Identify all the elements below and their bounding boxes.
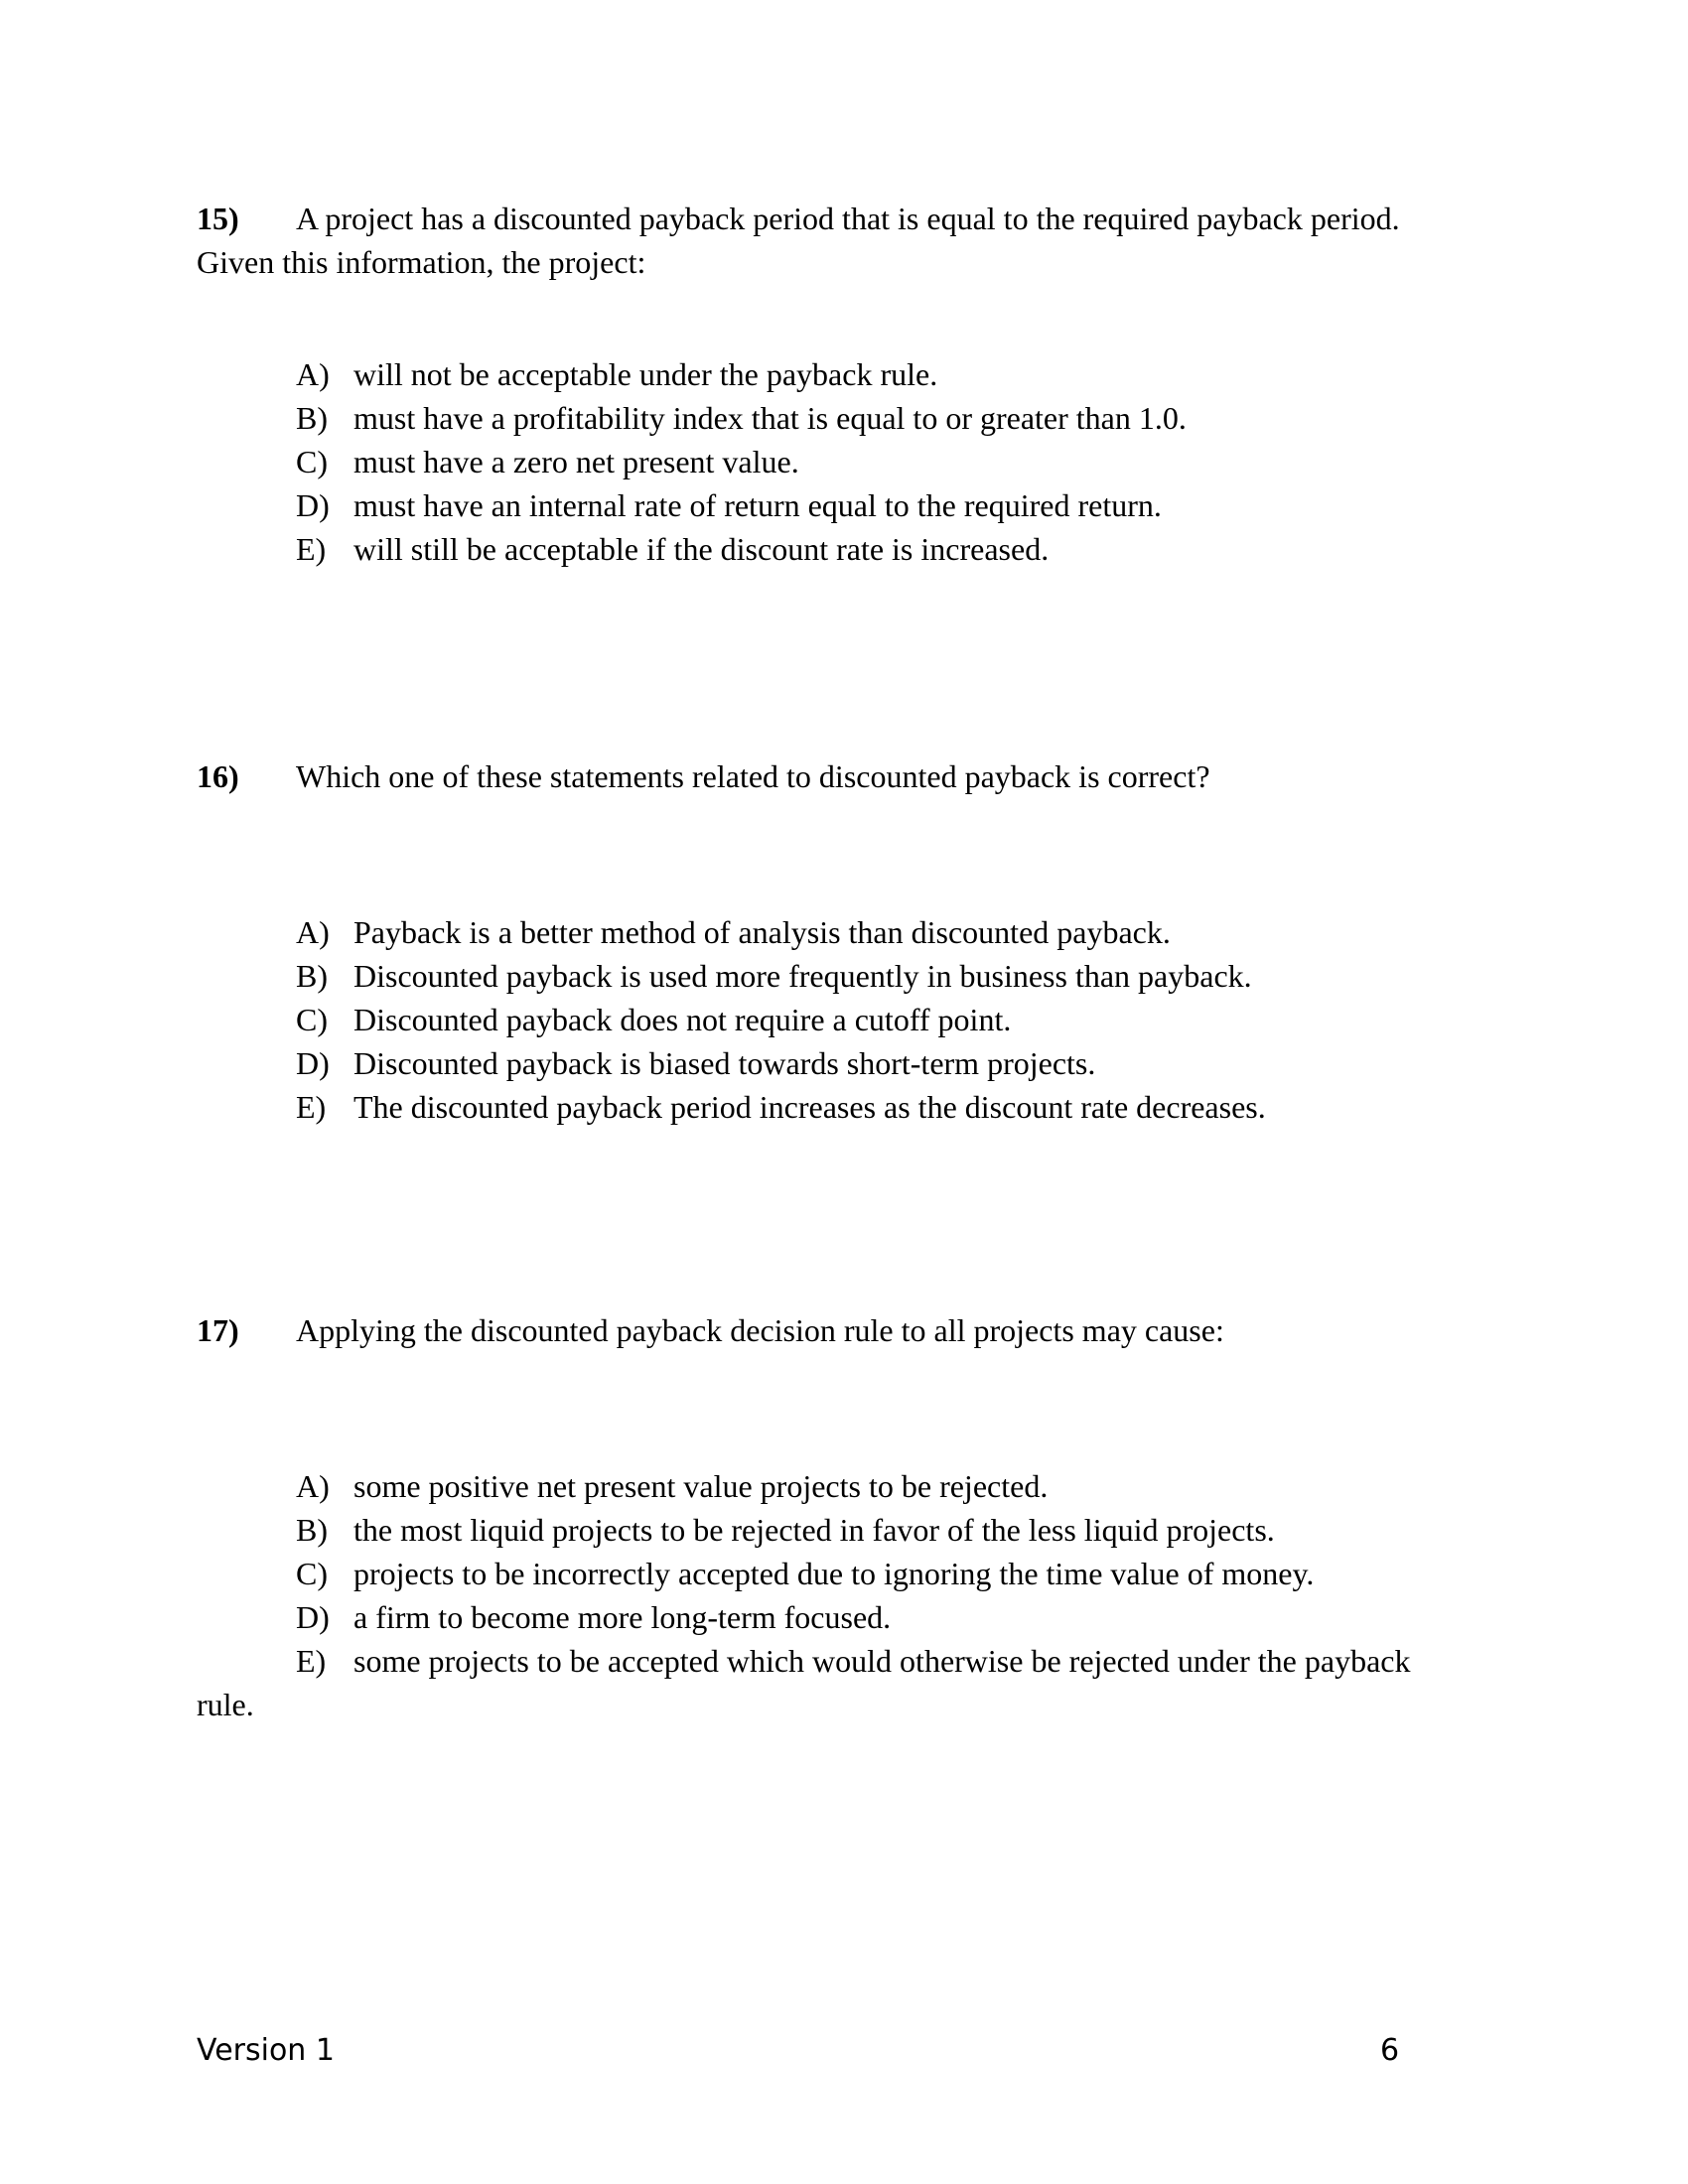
answer-option-c: [296, 1552, 1410, 1595]
option-text: must have an internal rate of return equal to the required return.: [353, 487, 1162, 523]
answer-option-e: [296, 527, 1187, 571]
question-number: 15): [197, 201, 239, 236]
answer-option-b: [296, 954, 1266, 998]
option-text: The discounted payback period increases as the discount rate decreases.: [353, 1089, 1266, 1125]
answer-option-d: [296, 1041, 1266, 1085]
answer-option-e: [296, 1639, 1410, 1683]
answer-option-c: [296, 998, 1266, 1041]
answer-option-d: [296, 483, 1187, 527]
option-text: must have a zero net present value.: [353, 444, 799, 479]
answer-option-a: [296, 910, 1266, 954]
version-label: Version 1: [197, 2033, 335, 2068]
option-letter: E): [296, 1643, 327, 1679]
question-stem: Applying the discounted payback decision rule to all projects may cause:: [296, 1312, 1224, 1348]
option-letter: D): [296, 487, 330, 523]
option-text: Discounted payback does not require a cutoff point.: [353, 1002, 1012, 1037]
option-text: will still be acceptable if the discount rate is increased.: [353, 531, 1050, 567]
option-letter: A): [296, 1468, 330, 1504]
option-text: will not be acceptable under the payback rule.: [353, 356, 938, 392]
answer-option-b: [296, 396, 1187, 440]
page-number: 6: [1380, 2033, 1400, 2068]
option-letter: D): [296, 1599, 330, 1635]
answer-option-c: [296, 440, 1187, 483]
option-letter: A): [296, 356, 330, 392]
option-letter: C): [296, 1002, 328, 1037]
answer-option-a: [296, 1464, 1410, 1508]
option-text: must have a profitability index that is equal to or greater than 1.0.: [353, 400, 1187, 436]
option-letter: E): [296, 1089, 327, 1125]
option-text: Discounted payback is used more frequently in business than payback.: [353, 958, 1252, 994]
option-letter: A): [296, 914, 330, 950]
option-text: projects to be incorrectly accepted due to ignoring the time value of money.: [353, 1556, 1315, 1591]
option-text: a firm to become more long-term focused.: [353, 1599, 892, 1635]
option-text: some positive net present value projects to be rejected.: [353, 1468, 1049, 1504]
option-text: Discounted payback is biased towards short-term projects.: [353, 1045, 1096, 1081]
option-letter: E): [296, 531, 327, 567]
answer-options: [296, 1464, 1410, 1683]
answer-option-a: [296, 352, 1187, 396]
question-stem-continued: Given this information, the project:: [197, 244, 646, 280]
question-number: 16): [197, 758, 239, 794]
option-e-continuation: rule.: [197, 1687, 254, 1722]
answer-option-e: [296, 1085, 1266, 1129]
answer-option-b: [296, 1508, 1410, 1552]
question-number: 17): [197, 1312, 239, 1348]
option-letter: C): [296, 1556, 328, 1591]
option-letter: C): [296, 444, 328, 479]
option-letter: B): [296, 400, 328, 436]
option-text: the most liquid projects to be rejected in favor of the less liquid projects.: [353, 1512, 1275, 1548]
option-letter: B): [296, 1512, 328, 1548]
option-letter: D): [296, 1045, 330, 1081]
option-text: some projects to be accepted which would otherwise be rejected under the payback: [353, 1643, 1411, 1679]
option-text: Payback is a better method of analysis than discounted payback.: [353, 914, 1171, 950]
question-stem: Which one of these statements related to discounted payback is correct?: [296, 758, 1210, 794]
answer-options: [296, 352, 1187, 571]
answer-options: [296, 910, 1266, 1129]
question-stem: A project has a discounted payback period that is equal to the required payback period.: [296, 201, 1400, 236]
answer-option-d: [296, 1595, 1410, 1639]
option-letter: B): [296, 958, 328, 994]
